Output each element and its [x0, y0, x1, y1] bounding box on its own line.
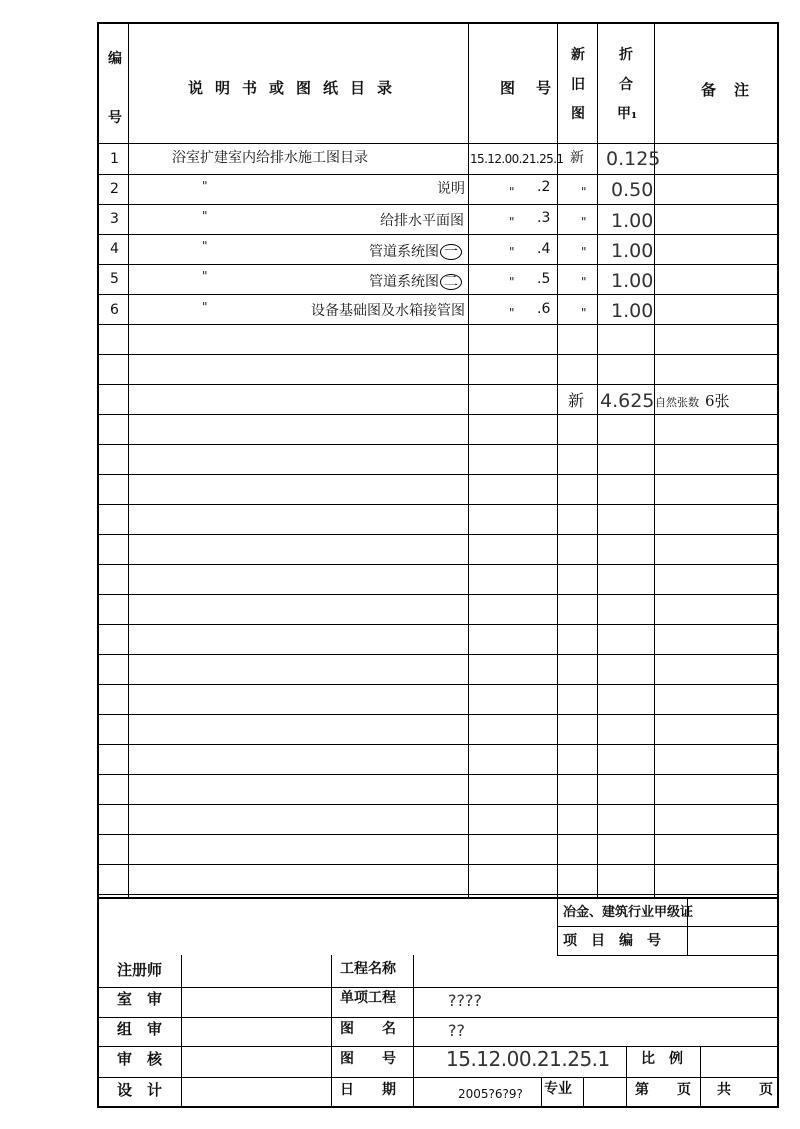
grid-line — [98, 894, 778, 895]
row-3-new-old: " — [581, 215, 587, 229]
row-2-equiv: 0.50 — [611, 179, 654, 201]
row-1-equiv: 0.125 — [606, 148, 661, 170]
row-1-title: 浴室扩建室内给排水施工图目录 — [172, 150, 368, 166]
grid-line — [98, 204, 778, 205]
grid-line — [98, 834, 778, 835]
header-drawing-no-1: 图 — [500, 79, 516, 97]
row-4-circle: 一 — [440, 244, 462, 260]
certificate-label: 冶金、建筑行业甲级证 — [563, 905, 694, 920]
header-equiv-1: 折 — [619, 47, 633, 63]
header-remarks-1: 备 — [701, 81, 717, 99]
row-5-no: 5 — [110, 271, 119, 287]
row-5-ditto: " — [202, 269, 208, 283]
grid-line — [583, 1077, 584, 1107]
row-2-new-old: " — [581, 185, 587, 199]
grid-line — [597, 23, 598, 897]
project-name-label: 工程名称 — [340, 961, 396, 977]
sub-project-value: ???? — [448, 991, 482, 1010]
project-no-label: 项 目 编 号 — [563, 933, 661, 949]
grid-line — [700, 1046, 701, 1107]
drawing-no-value: 15.12.00.21.25.1 — [446, 1047, 610, 1071]
row-4-title-wrap — [369, 244, 462, 260]
drawing-no-label: 图 号 — [340, 1051, 396, 1067]
row-6-drawing-no: .6 — [537, 301, 551, 317]
office-review-label: 室 审 — [117, 990, 163, 1008]
registered-engineer-label: 注册师 — [117, 961, 163, 979]
grid-line — [413, 955, 414, 1107]
row-5-circle: 二 — [440, 274, 462, 290]
sub-project-label: 单项工程 — [340, 990, 396, 1006]
audit-label: 审 核 — [117, 1050, 163, 1068]
row-6-no: 6 — [110, 302, 119, 318]
header-no-1: 编 — [108, 51, 122, 67]
summary-equiv: 4.625 — [600, 390, 655, 412]
summary-remarks-label: 自然张数 — [655, 396, 699, 409]
grid-line — [98, 414, 778, 415]
header-title: 说明书或图纸目录 — [188, 79, 405, 97]
row-6-new-old: " — [581, 306, 587, 320]
grid-line — [98, 624, 778, 625]
grid-line — [98, 804, 778, 805]
grid-line — [468, 23, 469, 897]
grid-line — [98, 744, 778, 745]
grid-line — [98, 564, 778, 565]
date-value: 2005?6?9? — [458, 1087, 523, 1101]
row-2-title: 说明 — [437, 181, 465, 197]
row-4-ditto: " — [202, 239, 208, 253]
grid-line — [98, 684, 778, 685]
grid-line — [128, 23, 129, 897]
header-drawing-no-2: 号 — [536, 79, 552, 97]
row-4-drawing-no: .4 — [537, 241, 551, 257]
row-6-title: 设备基础图及水箱接管图 — [311, 303, 465, 319]
grid-line — [98, 174, 778, 175]
row-4-no: 4 — [110, 241, 119, 257]
row-5-drawing-ditto: " — [509, 275, 515, 289]
row-3-drawing-ditto: " — [509, 215, 515, 229]
grid-line — [541, 1077, 542, 1107]
row-1-no: 1 — [110, 151, 119, 167]
row-3-drawing-no: .3 — [537, 210, 551, 226]
grid-line — [98, 324, 778, 325]
grid-line — [557, 955, 778, 956]
row-6-drawing-ditto: " — [509, 306, 515, 320]
grid-line — [98, 594, 778, 595]
row-4-new-old: " — [581, 245, 587, 259]
row-2-no: 2 — [110, 181, 119, 197]
grid-line — [98, 354, 778, 355]
header-equiv-3: 甲₁ — [617, 106, 638, 122]
summary-remarks-count: 6张 — [705, 392, 730, 410]
grid-line — [98, 444, 778, 445]
grid-line — [98, 264, 778, 265]
row-2-drawing-no: .2 — [537, 179, 551, 195]
row-3-title: 给排水平面图 — [380, 213, 464, 229]
row-4-equiv: 1.00 — [611, 240, 654, 262]
grid-line — [98, 714, 778, 715]
date-label: 日 期 — [340, 1082, 396, 1098]
grid-line — [98, 1077, 778, 1078]
grid-line — [98, 534, 778, 535]
row-3-no: 3 — [110, 211, 119, 227]
header-equiv-2: 合 — [619, 77, 633, 93]
header-new-old-1: 新 — [571, 47, 585, 63]
grid-line — [98, 864, 778, 865]
grid-line — [98, 384, 778, 385]
grid-line — [98, 294, 778, 295]
row-6-ditto: " — [202, 300, 208, 314]
scale-label: 比 例 — [641, 1051, 683, 1067]
page-label: 第 页 — [635, 1082, 691, 1098]
row-6-equiv: 1.00 — [611, 300, 654, 322]
grid-line — [181, 955, 182, 1107]
row-5-new-old: " — [581, 275, 587, 289]
header-new-old-2: 旧 — [571, 77, 585, 93]
row-5-title: 管道系统图 — [369, 274, 439, 290]
row-4-drawing-ditto: " — [509, 245, 515, 259]
grid-line — [557, 926, 778, 927]
header-new-old-3: 图 — [571, 106, 585, 122]
drawing-name-label: 图 名 — [340, 1021, 396, 1037]
row-5-title-wrap — [369, 274, 462, 290]
row-3-equiv: 1.00 — [611, 210, 654, 232]
row-5-drawing-no: .5 — [537, 271, 551, 287]
grid-line — [98, 234, 778, 235]
grid-line — [98, 143, 778, 144]
grid-line — [98, 1046, 778, 1047]
row-5-equiv: 1.00 — [611, 270, 654, 292]
grid-line — [557, 897, 558, 955]
header-remarks-2: 注 — [734, 81, 750, 99]
grid-line — [98, 654, 778, 655]
specialty-label: 专业 — [544, 1081, 572, 1097]
row-1-drawing-no: 15.12.00.21.25.1 — [470, 152, 564, 166]
grid-line — [98, 474, 778, 475]
grid-line — [98, 987, 778, 988]
row-4-title: 管道系统图 — [369, 244, 439, 260]
group-review-label: 组 审 — [117, 1020, 163, 1038]
header-no-2: 号 — [108, 110, 122, 126]
grid-line — [98, 774, 778, 775]
grid-line — [98, 504, 778, 505]
design-label: 设 计 — [117, 1081, 163, 1099]
row-2-drawing-ditto: " — [509, 185, 515, 199]
grid-line — [331, 955, 332, 1107]
grid-line — [98, 1017, 778, 1018]
row-1-new-old: 新 — [570, 150, 584, 166]
total-label: 共 页 — [717, 1082, 773, 1098]
grid-line — [98, 897, 778, 899]
row-3-ditto: " — [202, 209, 208, 223]
grid-line — [626, 1046, 627, 1107]
row-2-ditto: " — [202, 179, 208, 193]
summary-new-old: 新 — [568, 391, 585, 410]
drawing-name-value: ?? — [448, 1021, 465, 1040]
